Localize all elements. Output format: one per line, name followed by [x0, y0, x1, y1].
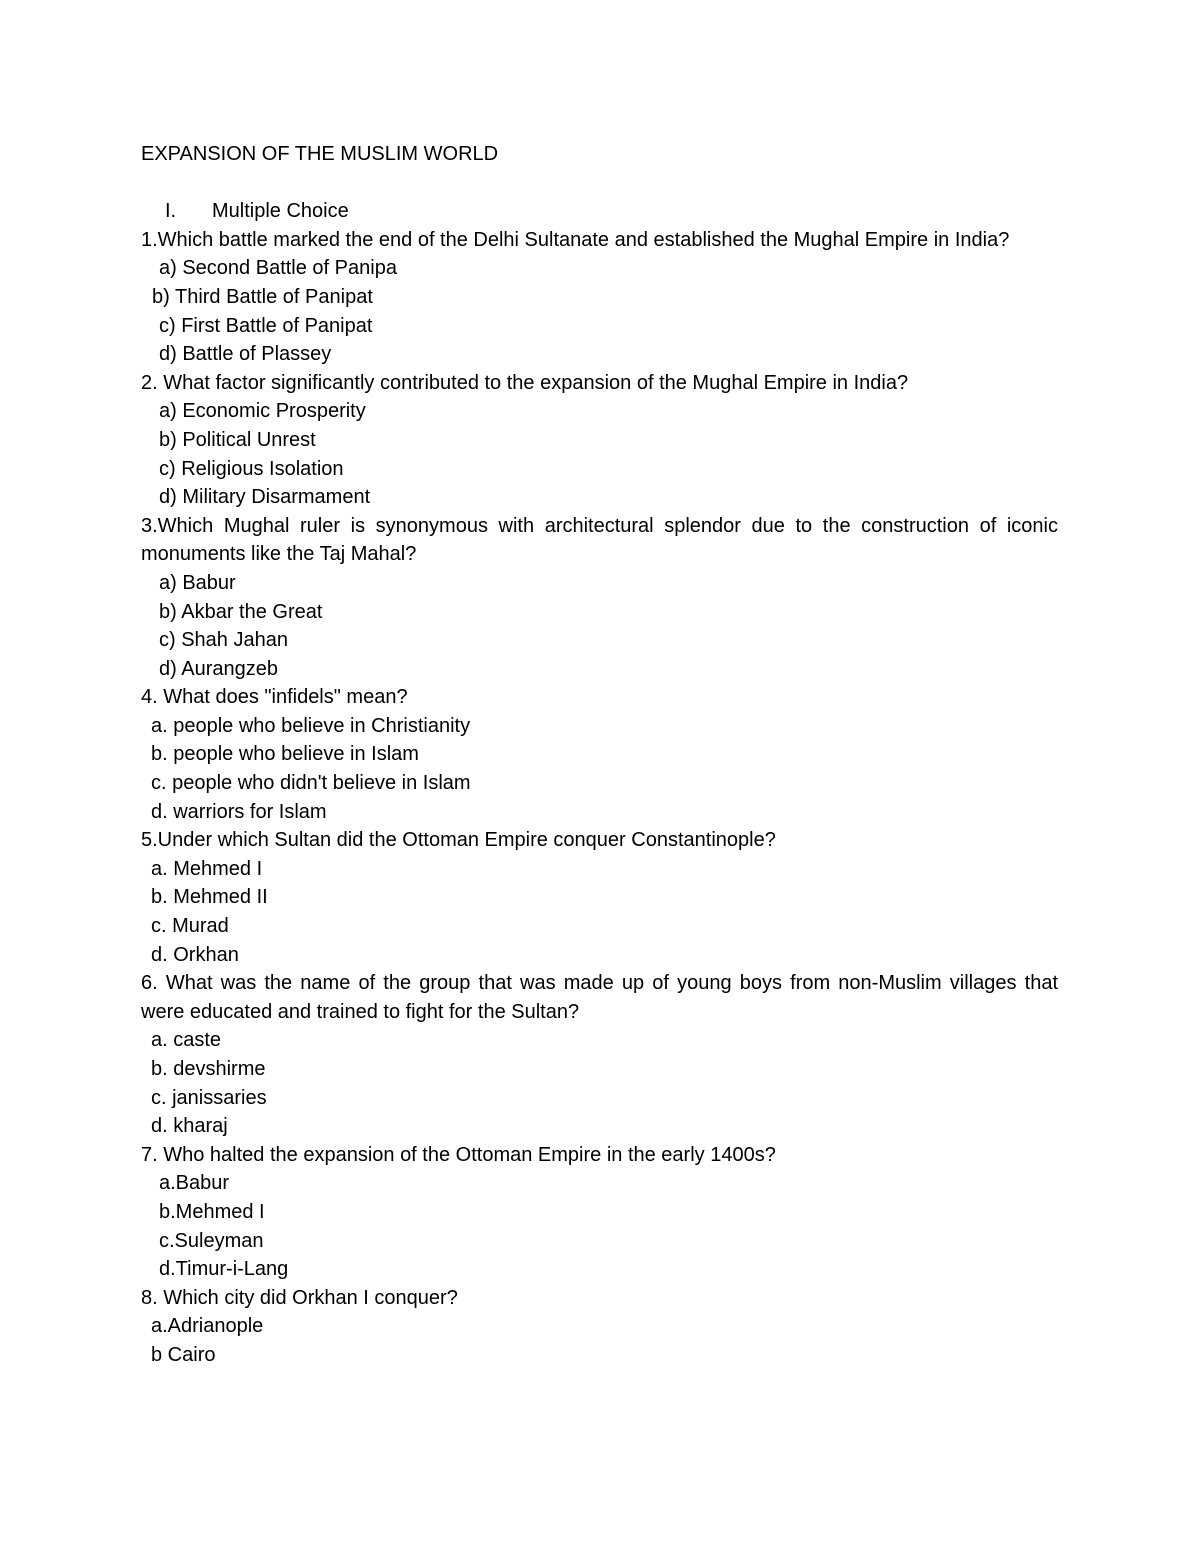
- document-title: EXPANSION OF THE MUSLIM WORLD: [141, 143, 499, 165]
- answer-option: a. caste: [151, 1029, 222, 1052]
- answer-option: c) Shah Jahan: [159, 629, 288, 652]
- answer-option: d.Timur-i-Lang: [159, 1258, 289, 1281]
- answer-option: c. Murad: [151, 915, 229, 938]
- answer-option: b.Mehmed I: [159, 1200, 265, 1223]
- answer-option: d) Battle of Plassey: [159, 343, 332, 366]
- question-block: [141, 226, 1058, 369]
- answer-option: a) Second Battle of Panipa: [159, 257, 397, 280]
- answer-option: b) Akbar the Great: [159, 600, 323, 623]
- answer-option: a) Economic Prosperity: [159, 400, 366, 423]
- answer-option: b) Political Unrest: [159, 428, 316, 451]
- question-text: 5.Under which Sultan did the Ottoman Empire conquer Constantinople?: [141, 829, 776, 852]
- answer-option: d. kharaj: [151, 1115, 228, 1138]
- question-block: [141, 1284, 1058, 1370]
- question-block: [141, 369, 1058, 512]
- answer-option: d. Orkhan: [151, 943, 239, 966]
- question-text: 2. What factor significantly contributed to the expansion of the Mughal Empire in India?: [141, 371, 909, 394]
- document-body: [141, 140, 1058, 1370]
- answer-option: c. people who didn't believe in Islam: [151, 772, 471, 795]
- section-heading: [141, 197, 1058, 226]
- question-text: 7. Who halted the expansion of the Ottoman Empire in the early 1400s?: [141, 1143, 776, 1166]
- question-text: 1.Which battle marked the end of the Delhi Sultanate and established the Mughal Empire in India?: [141, 228, 1010, 251]
- answer-option: a) Babur: [159, 571, 236, 594]
- question-block: [141, 1141, 1058, 1284]
- question-block: [141, 512, 1058, 684]
- answer-option: c.Suleyman: [159, 1229, 264, 1252]
- question-block: [141, 969, 1058, 1141]
- answer-option: b. Mehmed II: [151, 886, 268, 909]
- answer-option: b Cairo: [151, 1343, 216, 1366]
- answer-option: d. warriors for Islam: [151, 800, 327, 823]
- answer-option: b) Third Battle of Panipat: [152, 285, 373, 308]
- answer-option: a.Babur: [159, 1172, 230, 1195]
- question-block: [141, 683, 1058, 826]
- question-block: [141, 826, 1058, 969]
- question-text: 8. Which city did Orkhan I conquer?: [141, 1286, 458, 1309]
- answer-option: c. janissaries: [151, 1086, 267, 1109]
- question-text: 6. What was the name of the group that was made up of young boys from non-Muslim villages that were educated and trained to fight for the Sultan?: [141, 972, 1058, 1023]
- answer-option: a. people who believe in Christianity: [151, 714, 471, 737]
- question-text: 3.Which Mughal ruler is synonymous with architectural splendor due to the construction of iconic monuments like the Taj Mahal?: [141, 514, 1058, 566]
- answer-option: b. people who believe in Islam: [151, 743, 419, 766]
- answer-option: a. Mehmed I: [151, 857, 263, 880]
- answer-option: b. devshirme: [151, 1058, 266, 1080]
- answer-option: d) Military Disarmament: [159, 486, 371, 509]
- section-number: I.: [165, 200, 177, 223]
- section-title: Multiple Choice: [212, 200, 349, 223]
- answer-option: d) Aurangzeb: [159, 657, 278, 680]
- question-text: 4. What does "infidels" mean?: [141, 686, 408, 709]
- answer-option: a.Adrianople: [151, 1315, 264, 1338]
- answer-option: c) First Battle of Panipat: [159, 314, 373, 337]
- answer-option: c) Religious Isolation: [159, 457, 344, 480]
